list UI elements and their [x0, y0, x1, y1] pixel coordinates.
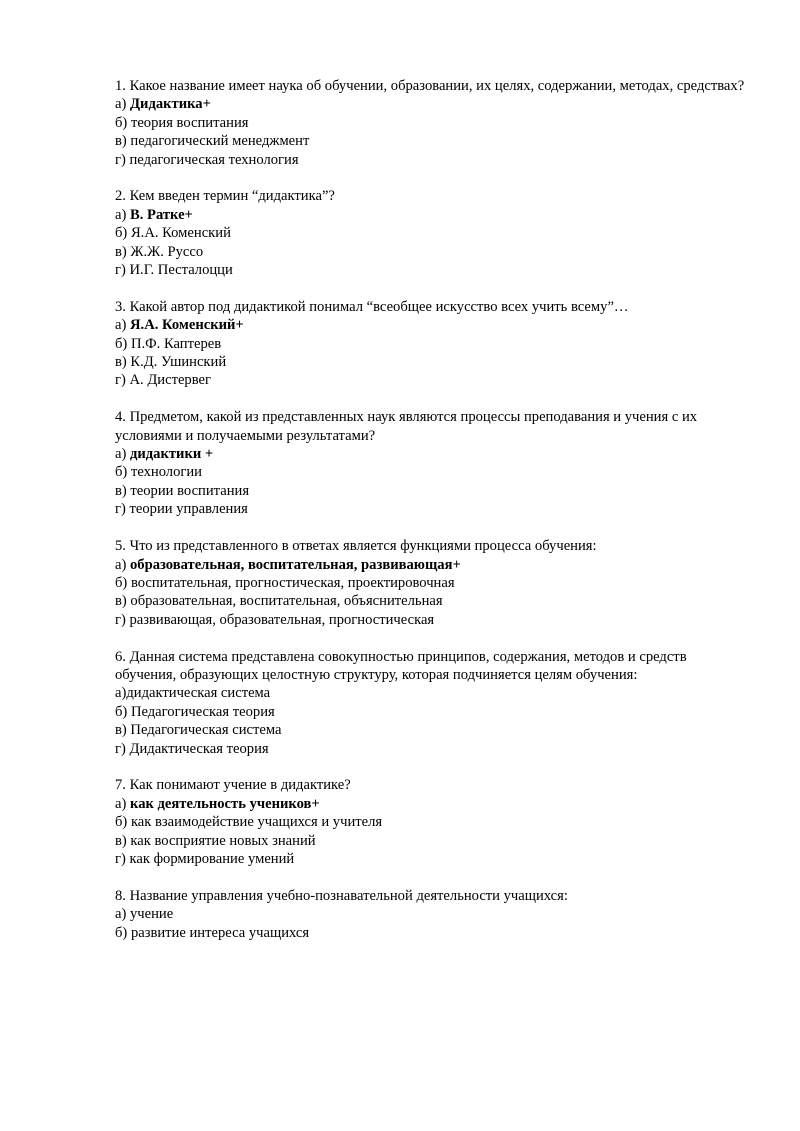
option-b: б) технологии: [115, 464, 202, 481]
question-text: 8. Название управления учебно-познавательной деятельности учащихся:: [115, 887, 568, 904]
question-text: 4. Предметом, какой из представленных наук являются процессы преподавания и учения с их условиями и получаемыми результатами?: [115, 409, 698, 444]
question-text: 3. Какой автор под дидактикой понимал “всеобщее искусство всех учить всему”…: [115, 298, 629, 315]
option-d: г) развивающая, образовательная, прогностическая: [115, 611, 435, 628]
option-a-correct: а) В. Ратке+: [115, 206, 193, 223]
document-page: [115, 77, 745, 960]
question-8: [115, 887, 745, 942]
option-d: г) Дидактическая теория: [115, 740, 269, 757]
question-text: 7. Как понимают учение в дидактике?: [115, 777, 351, 794]
question-5: [115, 537, 745, 629]
option-a-correct: а) образовательная, воспитательная, развивающая+: [115, 556, 461, 573]
question-1: [115, 77, 745, 169]
option-d: г) как формирование умений: [115, 850, 295, 867]
option-a-correct: а) как деятельность учеников+: [115, 795, 320, 812]
option-b: б) Я.А. Коменский: [115, 225, 231, 242]
option-c: в) К.Д. Ушинский: [115, 354, 227, 371]
option-c: в) как восприятие новых знаний: [115, 832, 316, 849]
option-c: в) педагогический менеджмент: [115, 133, 310, 150]
option-d: г) теории управления: [115, 501, 248, 518]
option-b: б) Педагогическая теория: [115, 703, 275, 720]
option-a-correct: а) дидактики +: [115, 446, 214, 463]
option-c: в) теории воспитания: [115, 482, 250, 499]
option-d: г) А. Дистервег: [115, 372, 211, 389]
option-b: б) теория воспитания: [115, 114, 249, 131]
option-b: б) как взаимодействие учащихся и учителя: [115, 814, 383, 831]
option-c: в) Ж.Ж. Руссо: [115, 243, 204, 260]
option-d: г) педагогическая технология: [115, 151, 299, 168]
question-2: [115, 187, 745, 279]
option-a-correct: а) Дидактика+: [115, 96, 211, 113]
option-a: а)дидактическая система: [115, 685, 271, 702]
question-7: [115, 776, 745, 868]
option-b: б) воспитательная, прогностическая, проектировочная: [115, 574, 455, 591]
option-b: б) П.Ф. Каптерев: [115, 335, 222, 352]
question-text: 2. Кем введен термин “дидактика”?: [115, 188, 335, 205]
question-text: 5. Что из представленного в ответах является функциями процесса обучения:: [115, 538, 597, 555]
option-a-correct: а) Я.А. Коменский+: [115, 317, 244, 334]
question-3: [115, 298, 745, 390]
question-text: 6. Данная система представлена совокупностью принципов, содержания, методов и средств обучения, образующих целостную структуру, которая подчиняется целям обучения:: [115, 648, 687, 683]
option-a: а) учение: [115, 906, 174, 923]
option-d: г) И.Г. Песталоцци: [115, 262, 233, 279]
question-6: [115, 648, 745, 758]
option-b: б) развитие интереса учащихся: [115, 924, 310, 941]
option-c: в) образовательная, воспитательная, объяснительная: [115, 593, 443, 610]
option-c: в) Педагогическая система: [115, 722, 282, 739]
question-4: [115, 408, 745, 518]
question-text: 1. Какое название имеет наука об обучении, образовании, их целях, содержании, методах, средствах?: [115, 78, 745, 94]
